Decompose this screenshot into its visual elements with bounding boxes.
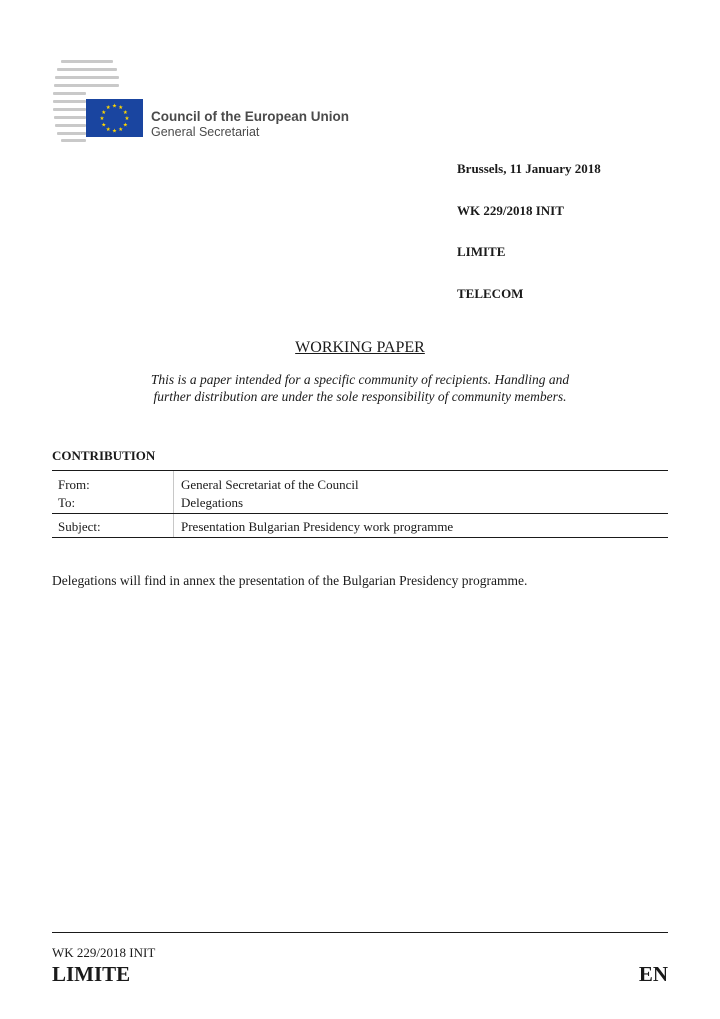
to-label: To: bbox=[58, 495, 76, 510]
document-reference: WK 229/2018 INIT bbox=[457, 203, 564, 218]
eu-star: ★ bbox=[112, 103, 117, 110]
place-date: Brussels, 11 January 2018 bbox=[457, 161, 601, 176]
to-value: Delegations bbox=[181, 495, 244, 510]
contribution-heading: CONTRIBUTION bbox=[52, 448, 156, 463]
body-paragraph: Delegations will find in annex the presentation of the Bulgarian Presidency programme. bbox=[52, 573, 528, 588]
eu-star: ★ bbox=[99, 116, 105, 122]
council-logo bbox=[53, 58, 353, 142]
eu-star: ★ bbox=[118, 126, 124, 133]
subject-code: TELECOM bbox=[457, 286, 524, 301]
footer-reference: WK 229/2018 INIT bbox=[52, 945, 156, 960]
subject-value: Presentation Bulgarian Presidency work programme bbox=[181, 519, 454, 534]
eu-flag-icon bbox=[86, 99, 143, 137]
table-bottom-rule bbox=[52, 537, 668, 538]
eu-star: ★ bbox=[101, 109, 107, 116]
from-value: General Secretariat of the Council bbox=[181, 477, 359, 492]
footer-language: EN bbox=[638, 962, 668, 986]
subject-label: Subject: bbox=[58, 519, 101, 534]
eu-star: ★ bbox=[112, 128, 117, 135]
document-type-title: WORKING PAPER bbox=[295, 339, 425, 356]
eu-star: ★ bbox=[105, 105, 111, 112]
eu-star: ★ bbox=[101, 122, 107, 129]
handling-note: This is a paper intended for a specific community of recipients. Handling and further distribution are under the sole responsibility of community members. bbox=[150, 372, 570, 404]
eu-star: ★ bbox=[124, 116, 130, 122]
org-unit: General Secretariat bbox=[151, 125, 260, 139]
eu-star: ★ bbox=[122, 122, 128, 129]
classification: LIMITE bbox=[457, 244, 506, 259]
eu-star: ★ bbox=[105, 126, 111, 133]
from-label: From: bbox=[58, 477, 90, 492]
org-name: Council of the European Union bbox=[151, 109, 349, 124]
table-mid-rule bbox=[52, 513, 668, 514]
table-column-separator bbox=[173, 471, 174, 537]
table-top-rule bbox=[52, 470, 668, 471]
footer-classification: LIMITE bbox=[52, 962, 131, 986]
eu-star: ★ bbox=[118, 105, 124, 112]
footer-rule bbox=[52, 932, 668, 933]
eu-star: ★ bbox=[122, 109, 128, 116]
